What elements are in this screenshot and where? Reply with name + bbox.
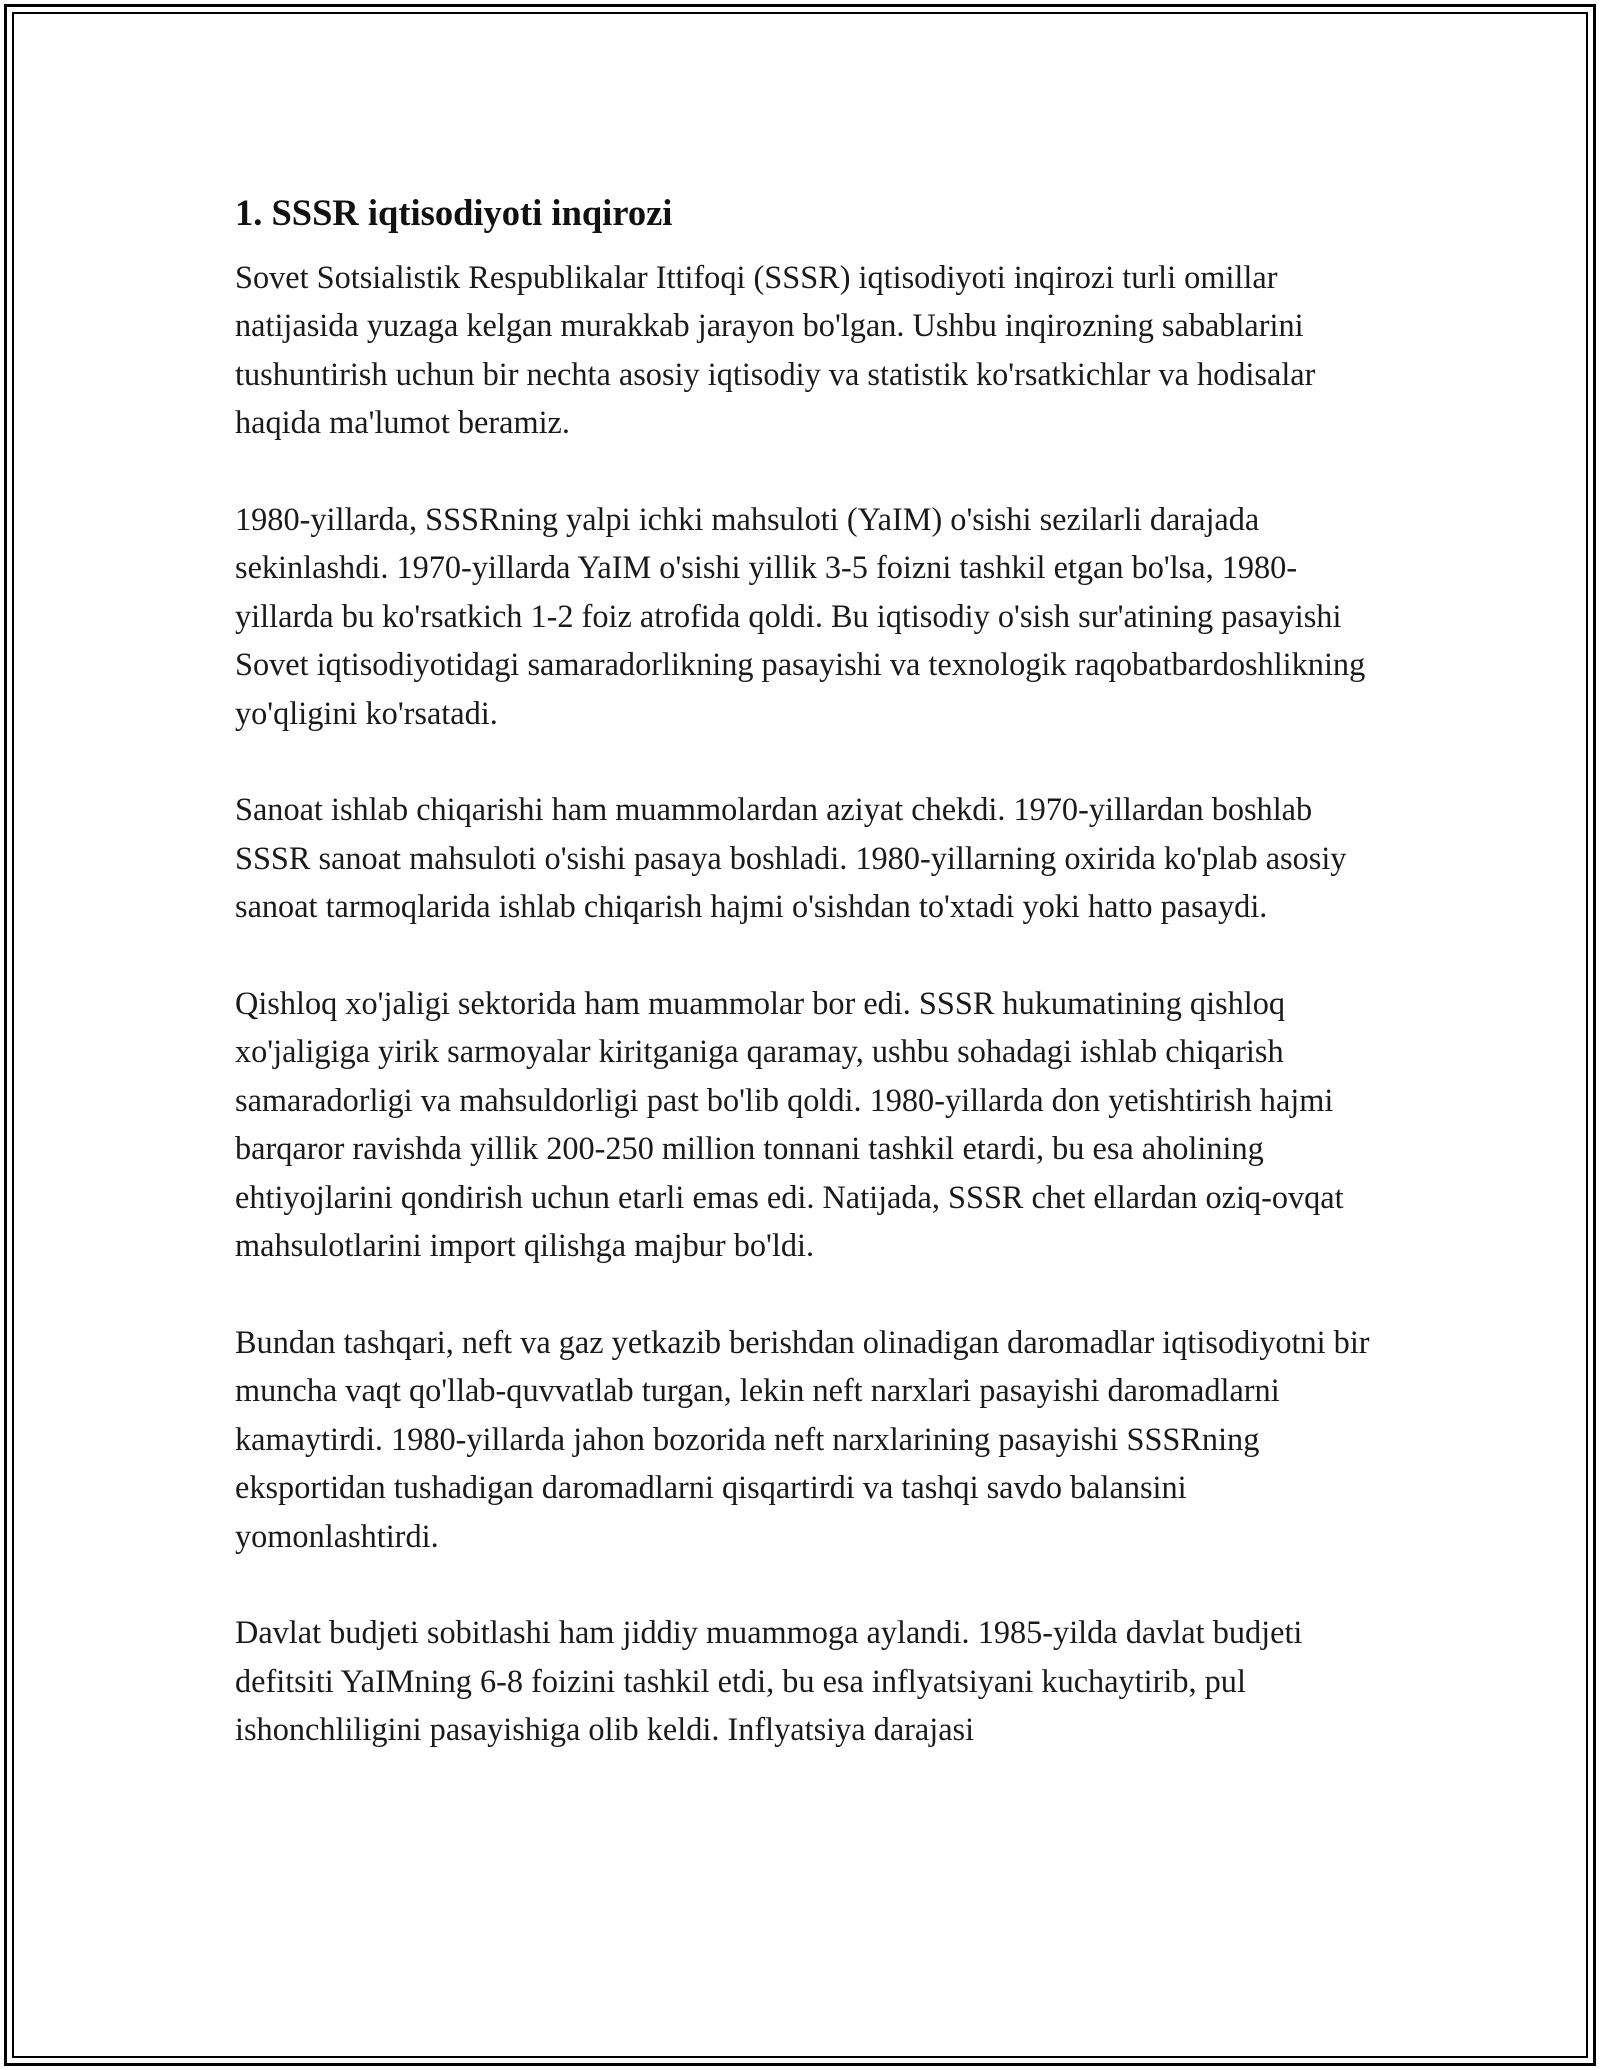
paragraph-budget: Davlat budjeti sobitlashi ham jiddiy muammoga aylandi. 1985-yilda davlat budjeti defitsiti YaIMning 6-8 foizini tashkil etdi, bu esa inflyatsiyani kuchaytirib, pul ishonchliligini pasayishiga olib keldi. Inflyatsiya darajasi	[235, 1614, 1303, 1748]
paragraph-gdp-growth: 1980-yillarda, SSSRning yalpi ichki mahsuloti (YaIM) o'sishi sezilarli darajada sekinlashdi. 1970-yillarda YaIM o'sishi yillik 3-5 foizni tashkil etgan bo'lsa, 1980-yillarda bu ko'rsatkich 1-2 foiz atrofida qoldi. Bu iqtisodiy o'sish sur'atining pasayishi Sovet iqtisodiyotidagi samaradorlikning pasayishi va texnologik raqobatbardoshlikning yo'qligini ko'rsatadi.	[235, 501, 1366, 731]
section-heading: 1. SSSR iqtisodiyoti inqirozi	[235, 192, 673, 233]
paragraph-intro: Sovet Sotsialistik Respublikalar Ittifoqi (SSSR) iqtisodiyoti inqirozi turli omillar natijasida yuzaga kelgan murakkab jarayon bo'lgan. Ushbu inqirozning sabablarini tushuntirish uchun bir nechta asosiy iqtisodiy va statistik ko'rsatkichlar va hodisalar haqida ma'lumot beramiz.	[235, 259, 1316, 441]
document-body	[235, 185, 1375, 1802]
paragraph-oil-gas: Bundan tashqari, neft va gaz yetkazib berishdan olinadigan daromadlar iqtisodiyotni bir muncha vaqt qo'llab-quvvatlab turgan, lekin neft narxlari pasayishi daromadlarni kamaytirdi. 1980-yillarda jahon bozorida neft narxlarining pasayishi SSSRning eksportidan tushadigan daromadlarni qisqartirdi va tashqi savdo balansini yomonlashtirdi.	[235, 1323, 1370, 1554]
paragraph-industry: Sanoat ishlab chiqarishi ham muammolardan aziyat chekdi. 1970-yillardan boshlab SSSR sanoat mahsuloti o'sishi pasaya boshladi. 1980-yillarning oxirida ko'plab asosiy sanoat tarmoqlarida ishlab chiqarish hajmi o'sishdan to'xtadi yoki hatto pasaydi.	[235, 791, 1347, 925]
paragraph-agriculture: Qishloq xo'jaligi sektorida ham muammolar bor edi. SSSR hukumatining qishloq xo'jaligiga yirik sarmoyalar kiritganiga qaramay, ushbu sohadagi ishlab chiqarish samaradorligi va mahsuldorligi past bo'lib qoldi. 1980-yillarda don yetishtirish hajmi barqaror ravishda yillik 200-250 million tonnani tashkil etardi, bu esa aholining ehtiyojlarini qondirish uchun etarli emas edi. Natijada, SSSR chet ellardan oziq-ovqat mahsulotlarini import qilishga majbur bo'ldi.	[235, 985, 1344, 1264]
